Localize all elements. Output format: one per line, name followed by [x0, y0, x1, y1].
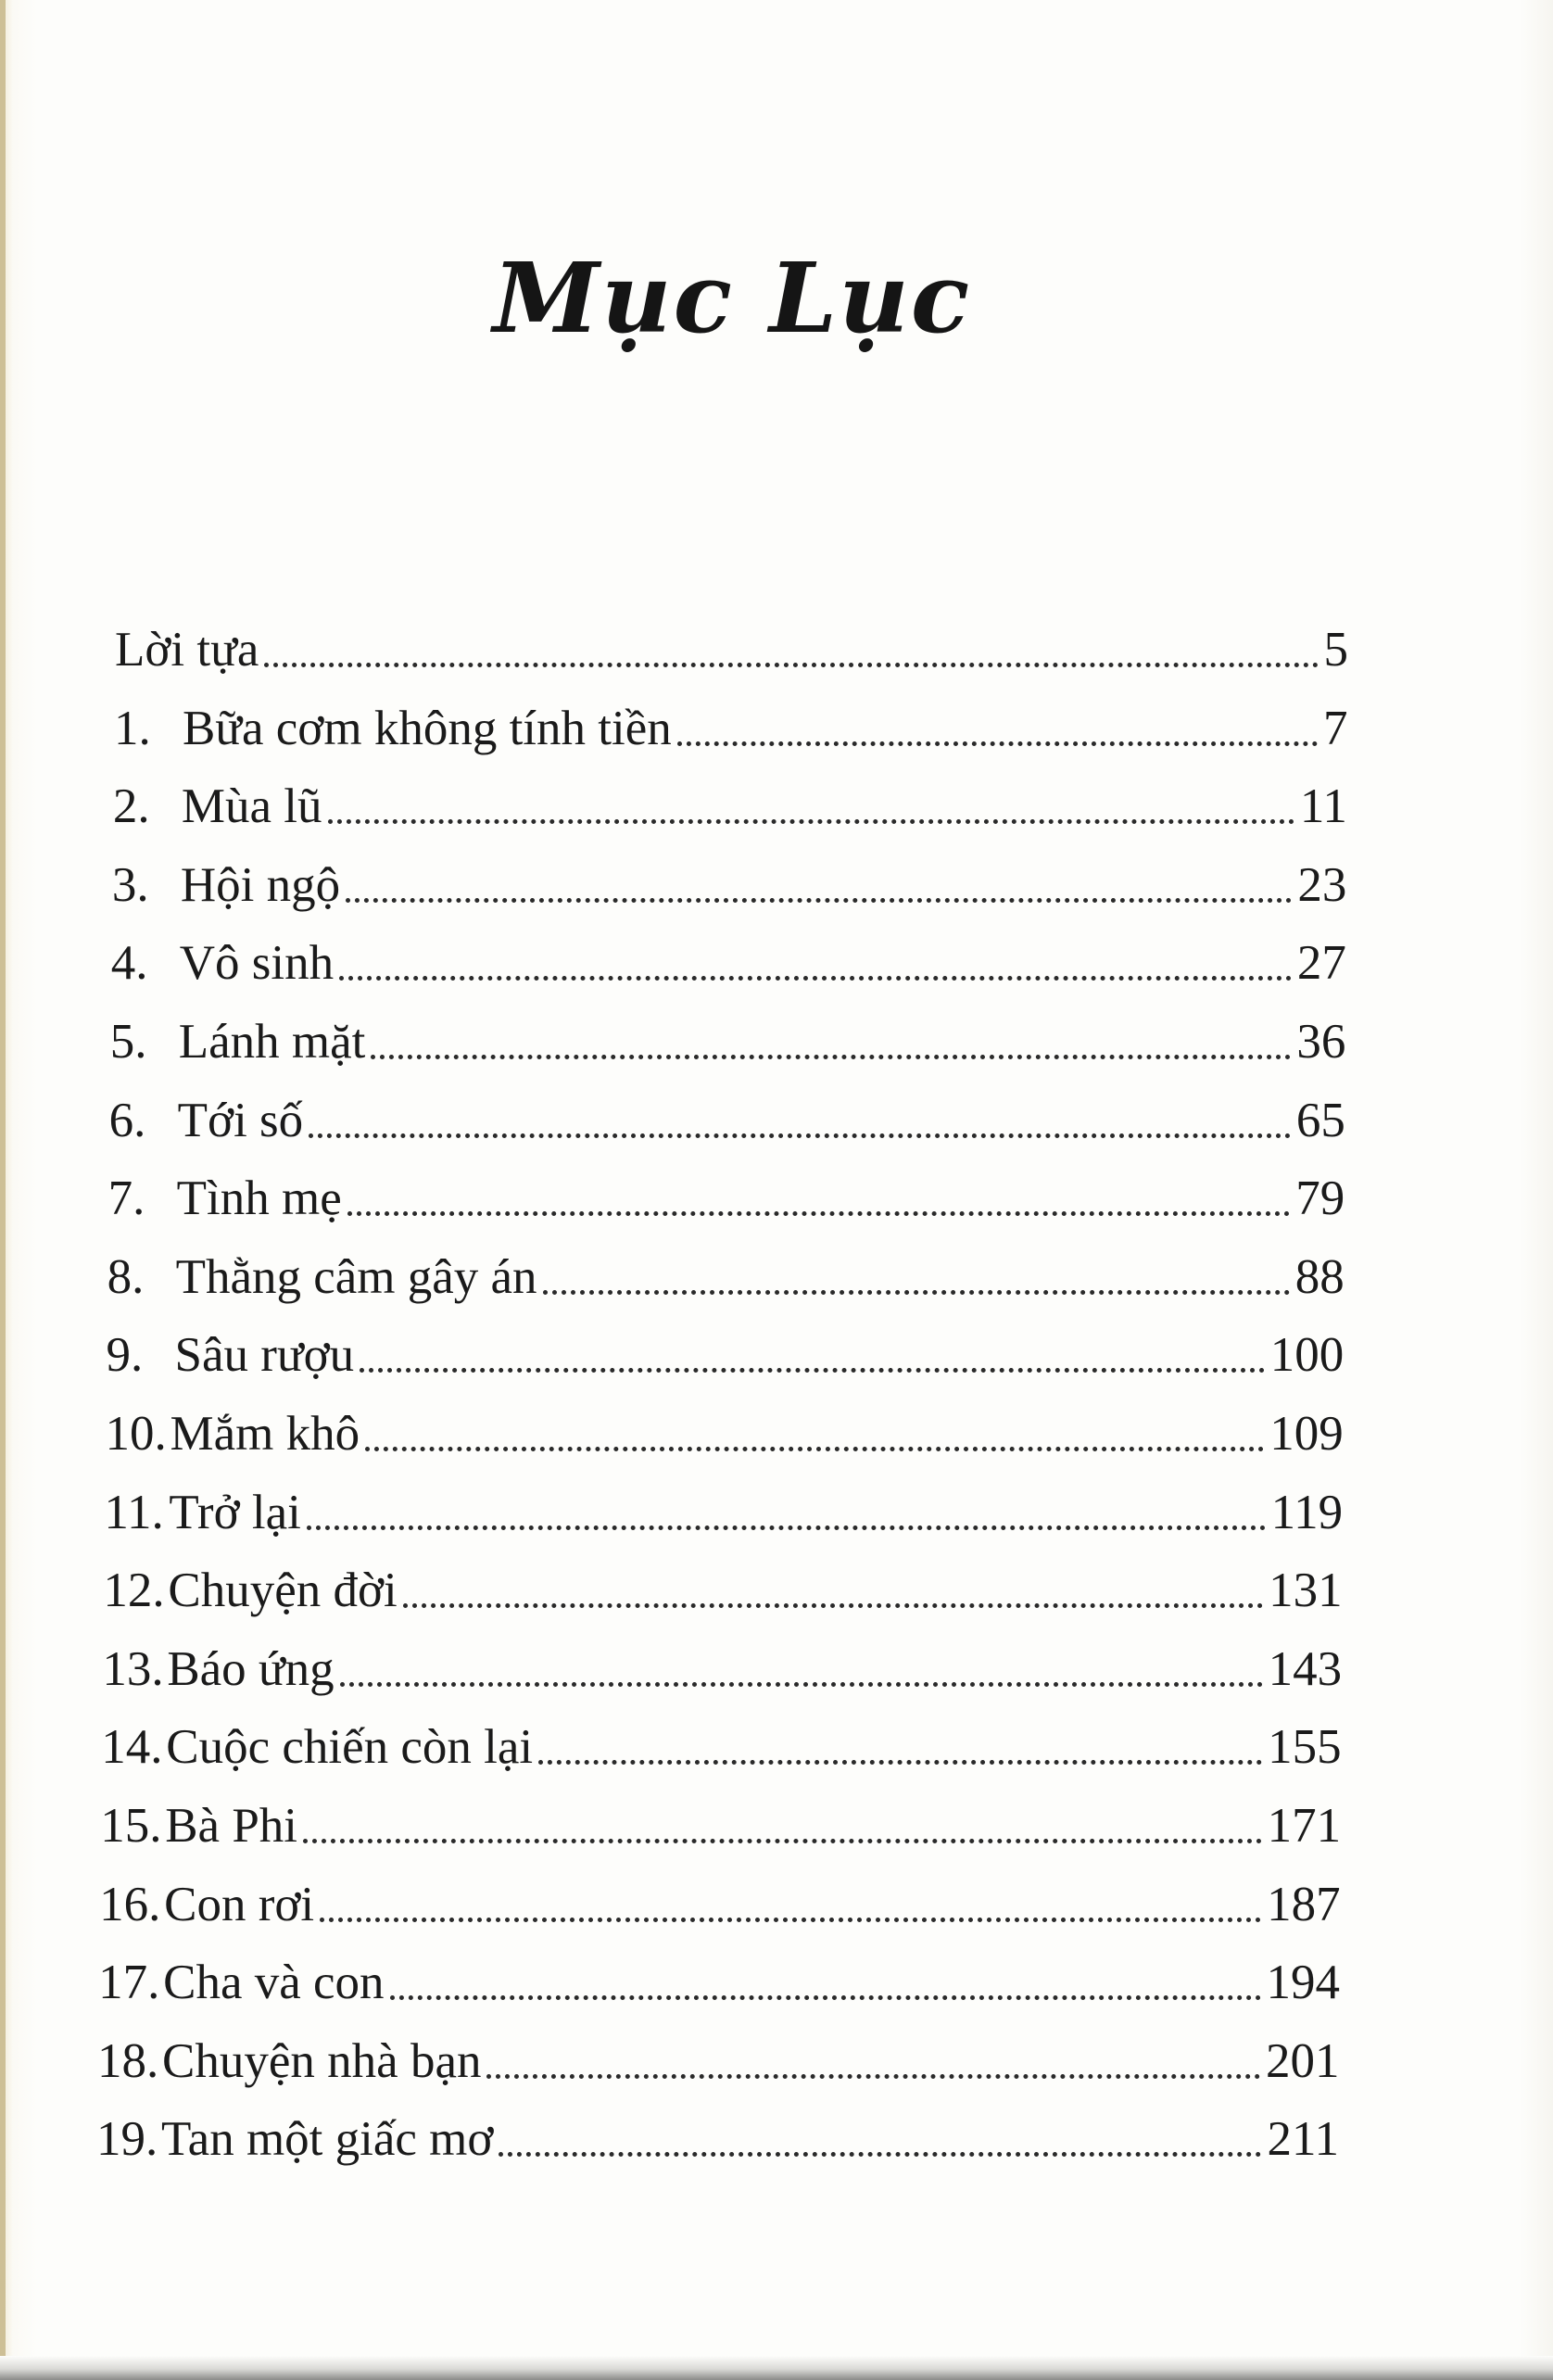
toc-entry-page-number: 36: [1296, 1015, 1346, 1069]
toc-entry-title: Con rơi: [164, 1877, 315, 1931]
toc-dot-leader: [340, 1682, 1263, 1687]
page-spine-edge: [0, 0, 6, 2380]
toc-entry: [104, 1473, 1343, 1538]
toc-entry-page-number: 27: [1296, 936, 1346, 991]
toc-entry-page-number: 143: [1268, 1641, 1343, 1696]
toc-entry-number: 8.: [107, 1249, 145, 1304]
toc-entry-title: Vô sinh: [179, 936, 335, 991]
toc-entry: [112, 766, 1347, 834]
toc-entry-number: 10.: [105, 1407, 167, 1461]
toc-entry: [100, 1786, 1341, 1851]
toc-entry-page-number: 211: [1267, 2112, 1339, 2167]
toc-entry-page-number: 5: [1323, 623, 1348, 677]
toc-entry-title: Chuyện nhà bạn: [162, 2033, 482, 2088]
toc-entry: [109, 1081, 1345, 1146]
toc-entry-page-number: 119: [1270, 1485, 1344, 1539]
toc-entry-page-number: 131: [1269, 1563, 1343, 1618]
toc-entry-number: 5.: [109, 1015, 147, 1069]
toc-dot-leader: [320, 1918, 1261, 1922]
toc-entry-number: 1.: [113, 701, 151, 755]
toc-entry: [106, 1315, 1345, 1383]
toc-dot-leader: [328, 819, 1294, 824]
toc-entry-number: 2.: [112, 779, 150, 834]
toc-entry-page-number: 79: [1295, 1171, 1345, 1226]
toc-entry-number: 12.: [103, 1563, 165, 1618]
toc-entry: [96, 2099, 1339, 2167]
toc-entry: [115, 610, 1348, 675]
toc-entry-number: 11.: [104, 1485, 164, 1539]
toc-entry-title: Lời tựa: [115, 623, 259, 677]
toc-entry-title: Hội ngộ: [180, 857, 341, 912]
toc-entry-title: Lánh mặt: [178, 1015, 366, 1069]
toc-entry-number: 7.: [107, 1171, 145, 1226]
toc-entry-number: 18.: [97, 2033, 159, 2088]
toc-entry-title: Thằng câm gây án: [175, 1249, 537, 1304]
toc-entry-page-number: 155: [1268, 1720, 1342, 1775]
toc-entry: [107, 1158, 1345, 1226]
toc-dot-leader: [371, 1055, 1291, 1059]
toc-dot-leader: [346, 898, 1292, 903]
toc-entry-number: 9.: [106, 1328, 144, 1383]
toc-entry: [98, 1943, 1341, 2010]
toc-dot-leader: [390, 1995, 1261, 2000]
toc-entry-title: Bữa cơm không tính tiền: [182, 701, 672, 755]
toc-entry-title: Mắm khô: [170, 1407, 360, 1461]
toc-dot-leader: [307, 1525, 1266, 1530]
toc-entry-page-number: 23: [1297, 857, 1347, 912]
toc-entry: [112, 845, 1347, 910]
toc-entry-number: 17.: [98, 1956, 160, 2010]
toc-entry-title: Tan một giấc mơ: [161, 2112, 494, 2167]
toc-entry: [103, 1551, 1343, 1618]
toc-dot-leader: [677, 741, 1318, 746]
toc-dot-leader: [339, 976, 1292, 981]
toc-dot-leader: [486, 2074, 1260, 2079]
toc-entry: [107, 1237, 1345, 1302]
toc-entry-page-number: 194: [1266, 1956, 1341, 2010]
toc-entry-page-number: 7: [1322, 701, 1348, 755]
toc-entry-number: 14.: [101, 1720, 163, 1775]
toc-entry-page-number: 65: [1295, 1093, 1345, 1147]
toc-entry-title: Cuộc chiến còn lại: [166, 1720, 534, 1775]
toc-entry-number: 4.: [110, 936, 148, 991]
toc-dot-leader: [347, 1211, 1291, 1216]
toc-entry-title: Tới số: [177, 1093, 304, 1147]
toc-entry-page-number: 187: [1267, 1877, 1341, 1931]
toc-entry-title: Chuyện đời: [168, 1563, 398, 1618]
toc-entry: [102, 1629, 1342, 1694]
toc-entry-page-number: 11: [1299, 779, 1347, 834]
toc-entry-page-number: 201: [1266, 2033, 1340, 2088]
toc-entry: [101, 1707, 1342, 1775]
toc-entry: [99, 1865, 1340, 1930]
toc-dot-leader: [403, 1603, 1263, 1608]
toc-entry-title: Mùa lũ: [181, 779, 322, 834]
toc-entry: [110, 1002, 1346, 1067]
toc-dot-leader: [365, 1447, 1264, 1451]
toc-dot-leader: [264, 663, 1318, 667]
toc-entry-title: Trở lại: [169, 1485, 301, 1539]
toc-entry-number: 19.: [96, 2112, 158, 2167]
toc-entry: [97, 2021, 1339, 2086]
toc-entry-page-number: 109: [1269, 1407, 1344, 1461]
toc-dot-leader: [543, 1290, 1290, 1295]
page-bottom-edge: [0, 2356, 1553, 2380]
toc-entry-number: 3.: [111, 857, 149, 912]
toc-entry-number: 16.: [99, 1877, 161, 1931]
toc-dot-leader: [309, 1133, 1291, 1138]
toc-dot-leader: [538, 1760, 1262, 1765]
toc-entry: [105, 1394, 1343, 1459]
toc-dot-leader: [303, 1839, 1262, 1843]
toc-dot-leader: [499, 2152, 1261, 2157]
toc-entry-number: 6.: [108, 1093, 146, 1147]
toc-entry-number: 13.: [102, 1641, 164, 1696]
toc-entry-page-number: 88: [1294, 1249, 1345, 1304]
toc-entry-title: Tình mẹ: [176, 1171, 342, 1226]
toc-entry-number: 15.: [100, 1799, 162, 1853]
toc-entry: [114, 689, 1348, 753]
toc-entry-page-number: 171: [1267, 1799, 1342, 1853]
toc-entry-title: Sâu rượu: [174, 1328, 355, 1383]
toc-entry-page-number: 100: [1269, 1328, 1345, 1383]
toc-entry-title: Cha và con: [163, 1956, 385, 2010]
page-title: Mục Lục: [492, 241, 972, 355]
toc-entry-title: Báo ứng: [167, 1641, 335, 1696]
toc-dot-leader: [360, 1368, 1265, 1373]
toc-entry-title: Bà Phi: [165, 1799, 298, 1853]
toc-entry: [110, 923, 1346, 991]
